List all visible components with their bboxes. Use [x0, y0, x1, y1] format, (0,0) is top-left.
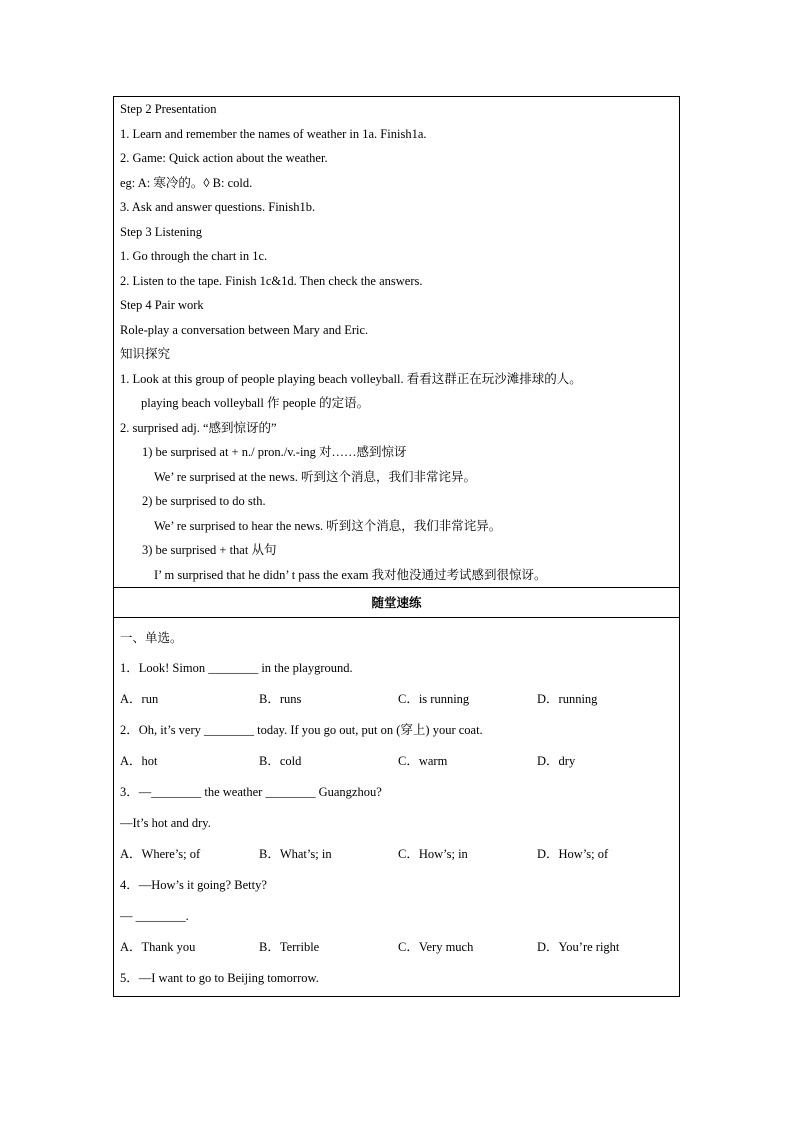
- option-b: B．What’s; in: [259, 847, 332, 861]
- lesson-procedure-cell: [114, 97, 679, 587]
- lesson-table: [113, 96, 680, 997]
- step-item: 1. Learn and remember the names of weather in 1a. Finish1a.: [120, 126, 427, 141]
- step-item: Role-play a conversation between Mary and Eric.: [120, 322, 369, 337]
- option-b: B．cold: [259, 754, 302, 768]
- option-c: C．warm: [398, 754, 448, 768]
- option-d: D．running: [537, 692, 598, 706]
- question-3-options: [120, 839, 673, 870]
- step-item: 3. Ask and answer questions. Finish1b.: [120, 200, 316, 214]
- usage-example: We’ re surprised to hear the news. 听到这个消息，我们非常诧异。: [154, 518, 502, 533]
- step-heading: Step 2 Presentation: [120, 102, 217, 116]
- step-heading: Step 3 Listening: [120, 224, 202, 239]
- worksheet-page: [113, 96, 680, 997]
- question-1: 1．Look! Simon ________ in the playground.: [120, 661, 353, 675]
- option-a: A．hot: [120, 754, 158, 768]
- question-4: 4．—How’s it going? Betty?: [120, 878, 267, 892]
- usage-example: We’ re surprised at the news. 听到这个消息，我们非常诧异。: [154, 469, 476, 484]
- step-item: 2. Listen to the tape. Finish 1c&1d. Then check the answers.: [120, 273, 423, 288]
- knowledge-heading: 知识探究: [120, 346, 171, 361]
- option-a: A．Where’s; of: [120, 847, 201, 861]
- question-5: 5．—I want to go to Beijing tomorrow.: [120, 971, 319, 985]
- step-heading: Step 4 Pair work: [120, 298, 204, 312]
- option-c: C．is running: [398, 692, 470, 706]
- option-d: D．dry: [537, 754, 576, 768]
- practice-title: 随堂速练: [114, 587, 679, 618]
- option-b: B．runs: [259, 692, 302, 706]
- question-2-options: [120, 746, 673, 777]
- step-item: 1. Go through the chart in 1c.: [120, 249, 268, 263]
- option-d: D．How’s; of: [537, 847, 609, 861]
- option-c: C．How’s; in: [398, 847, 468, 861]
- example-line: eg: A: 寒冷的。◊ B: cold.: [120, 175, 253, 190]
- knowledge-note: playing beach volleyball 作 people 的定语。: [141, 396, 370, 410]
- question-1-options: [120, 684, 673, 715]
- option-d: D．You’re right: [537, 940, 620, 954]
- option-a: A．run: [120, 692, 159, 706]
- section-heading: 一、单选。: [120, 630, 183, 645]
- knowledge-point: 1. Look at this group of people playing beach volleyball. 看看这群正在玩沙滩排球的人。: [120, 371, 582, 386]
- practice-cell: [114, 618, 679, 996]
- usage-example: I’ m surprised that he didn’ t pass the exam 我对他没通过考试感到很惊讶。: [154, 567, 547, 582]
- usage-item: 1) be surprised at + n./ pron./v.-ing 对……感到惊讶: [142, 445, 407, 459]
- step-item: 2. Game: Quick action about the weather.: [120, 151, 328, 165]
- question-3-reply: —It’s hot and dry.: [120, 816, 211, 830]
- knowledge-point: 2. surprised adj. “感到惊讶的”: [120, 420, 277, 435]
- question-4-options: [120, 932, 673, 963]
- option-a: A．Thank you: [120, 940, 196, 954]
- option-c: C．Very much: [398, 940, 474, 954]
- usage-item: 2) be surprised to do sth.: [142, 494, 266, 508]
- usage-item: 3) be surprised + that 从句: [142, 543, 277, 557]
- question-4-reply: — ________.: [120, 909, 189, 923]
- option-b: B．Terrible: [259, 940, 320, 954]
- question-2: 2．Oh, it’s very ________ today. If you go out, put on (穿上) your coat.: [120, 723, 483, 737]
- question-3: 3．—________ the weather ________ Guangzhou?: [120, 785, 382, 799]
